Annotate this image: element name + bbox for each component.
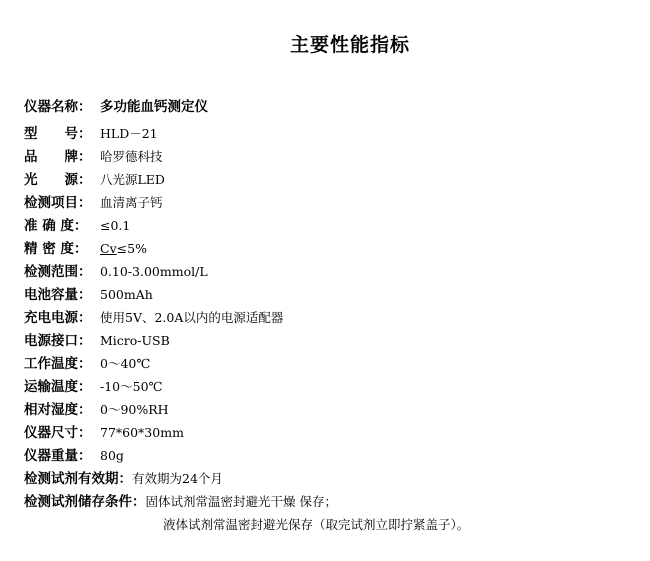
spec-row-brand xyxy=(24,146,163,168)
spec-label: 检测范围： xyxy=(24,264,92,280)
spec-label: 仪器名称： xyxy=(24,99,92,115)
spec-label: 准 确 度： xyxy=(24,218,88,234)
spec-value: 八光源LED xyxy=(100,172,165,187)
spec-value: 500mAh xyxy=(100,287,153,302)
spec-value: 77*60*30mm xyxy=(100,425,184,440)
spec-row-range xyxy=(24,261,208,283)
spec-label: 仪器尺寸： xyxy=(24,425,92,441)
spec-value: 使用5V、2.0A以内的电源适配器 xyxy=(100,310,284,325)
spec-row-test-item xyxy=(24,192,163,214)
spec-value: 有效期为24个月 xyxy=(132,471,223,486)
spec-row-battery xyxy=(24,284,153,306)
spec-value: ≤0.1 xyxy=(100,218,131,233)
spec-storage-continuation: 液体试剂常温密封避光保存（取完试剂立即拧紧盖子）。 xyxy=(163,517,470,532)
spec-row-name xyxy=(24,96,208,118)
spec-label: 仪器重量： xyxy=(24,448,92,464)
spec-label: 精 密 度： xyxy=(24,241,88,257)
spec-label: 型 号： xyxy=(24,126,92,142)
spec-row-working-temp xyxy=(24,353,150,375)
spec-row-model xyxy=(24,123,158,145)
spec-label: 品 牌： xyxy=(24,149,92,165)
spec-row-light-source xyxy=(24,169,165,191)
spec-row-transport-temp xyxy=(24,376,163,398)
spec-value: 哈罗德科技 xyxy=(100,149,163,164)
spec-value: 0.10-3.00mmol/L xyxy=(100,264,208,279)
spec-row-accuracy xyxy=(24,215,130,237)
spec-row-power-port xyxy=(24,330,170,352)
spec-value: HLD－21 xyxy=(100,126,158,141)
spec-row-reagent-validity xyxy=(24,468,223,490)
spec-label: 相对湿度： xyxy=(24,402,92,418)
spec-value: 固体试剂常温密封避光干燥 保存； xyxy=(145,494,337,509)
spec-row-humidity xyxy=(24,399,169,421)
spec-value: 血清离子钙 xyxy=(100,195,163,210)
spec-label: 检测试剂储存条件： xyxy=(24,494,146,510)
spec-label: 电源接口： xyxy=(24,333,92,349)
spec-value: 0～90%RH xyxy=(100,402,169,417)
spec-row-reagent-storage xyxy=(24,491,337,513)
spec-label: 电池容量： xyxy=(24,287,92,303)
spec-value: ≤5% xyxy=(116,241,147,256)
spec-label: 检测试剂有效期： xyxy=(24,471,132,487)
spec-label: 检测项目： xyxy=(24,195,92,211)
spec-row-size xyxy=(24,422,184,444)
spec-value: 80g xyxy=(100,448,124,463)
spec-value: 多功能血钙测定仪 xyxy=(100,99,208,115)
spec-value: 0～40℃ xyxy=(100,356,151,371)
spec-label: 充电电源： xyxy=(24,310,92,326)
spec-label: 光 源： xyxy=(24,172,92,188)
spec-label: 工作温度： xyxy=(24,356,92,372)
spec-row-precision xyxy=(24,238,147,260)
spec-label: 运输温度： xyxy=(24,379,92,395)
spec-value: Micro-USB xyxy=(100,333,170,348)
spec-value-underlined: Cv xyxy=(100,241,117,256)
spec-row-weight xyxy=(24,445,124,467)
page-title: 主要性能指标 xyxy=(289,34,410,56)
spec-value: -10～50℃ xyxy=(100,379,163,394)
spec-row-charging xyxy=(24,307,283,329)
